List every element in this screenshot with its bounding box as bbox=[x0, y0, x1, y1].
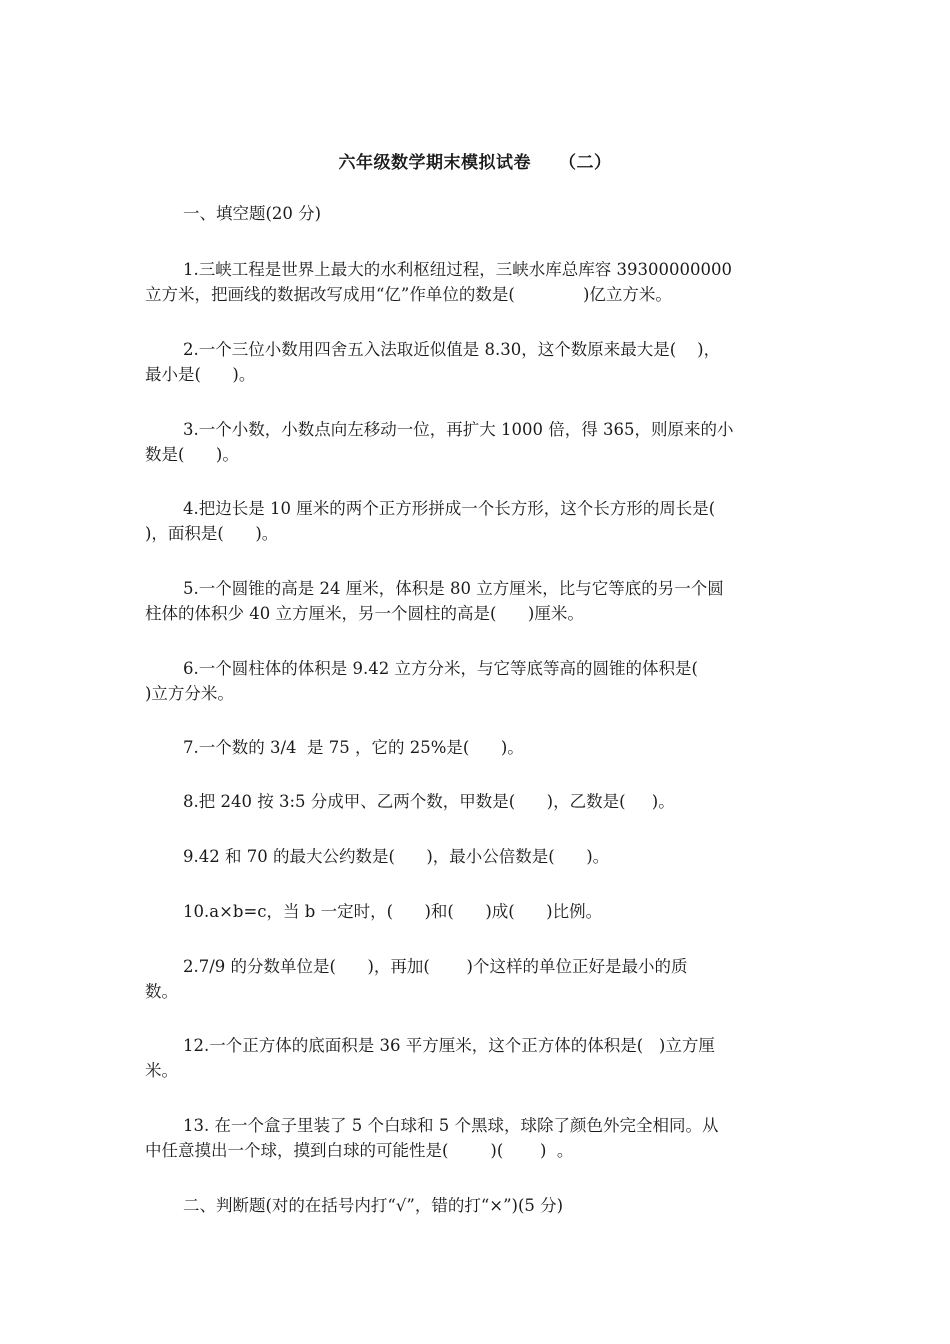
question-6-line-2: )立方分米。 bbox=[145, 684, 234, 703]
title-suffix: （二） bbox=[559, 153, 612, 173]
question-8: 8.把 240 按 3:5 分成甲、乙两个数，甲数是( )，乙数是( )。 bbox=[183, 792, 675, 811]
question-2-line-1: 2.一个三位小数用四舍五入法取近似值是 8.30，这个数原来最大是( )， bbox=[183, 340, 721, 359]
question-7: 7.一个数的 3/4 是 75 ，它的 25%是( )。 bbox=[183, 738, 524, 757]
question-5-line-2: 柱体的体积少 40 立方厘米，另一个圆柱的高是( )厘米。 bbox=[145, 604, 584, 623]
question-3-line-1: 3.一个小数，小数点向左移动一位，再扩大 1000 倍，得 365，则原来的小 bbox=[183, 420, 734, 439]
question-13-line-1: 13. 在一个盒子里装了 5 个白球和 5 个黑球，球除了颜色外完全相同。从 bbox=[183, 1116, 719, 1135]
question-11-line-2: 数。 bbox=[145, 982, 178, 1001]
question-2-line-2: 最小是( )。 bbox=[145, 365, 256, 384]
title-text: 六年级数学期末模拟试卷 bbox=[338, 153, 531, 173]
question-12-line-1: 12.一个正方体的底面积是 36 平方厘米，这个正方体的体积是( )立方厘 bbox=[183, 1036, 715, 1055]
question-6-line-1: 6.一个圆柱体的体积是 9.42 立方分米，与它等底等高的圆锥的体积是( bbox=[183, 659, 698, 678]
page-title bbox=[0, 148, 950, 173]
question-12-line-2: 米。 bbox=[145, 1061, 178, 1080]
question-11-line-1: 2.7/9 的分数单位是( )，再加( )个这样的单位正好是最小的质 bbox=[183, 957, 688, 976]
question-13-line-2: 中任意摸出一个球，摸到白球的可能性是( )( ) 。 bbox=[145, 1141, 574, 1160]
question-9: 9.42 和 70 的最大公约数是( )，最小公倍数是( )。 bbox=[183, 847, 610, 866]
question-3-line-2: 数是( )。 bbox=[145, 445, 239, 464]
question-4-line-2: )，面积是( )。 bbox=[145, 524, 279, 543]
question-1-line-1: 1.三峡工程是世界上最大的水利枢纽过程，三峡水库总库容 39300000000 bbox=[183, 260, 732, 279]
section-heading-true-false: 二、判断题(对的在括号内打“√”，错的打“×”)(5 分) bbox=[183, 1196, 564, 1215]
question-4-line-1: 4.把边长是 10 厘米的两个正方形拼成一个长方形，这个长方形的周长是( bbox=[183, 499, 716, 518]
question-1-line-2: 立方米，把画线的数据改写成用“亿”作单位的数是( )亿立方米。 bbox=[145, 285, 672, 304]
section-heading-fill-blank: 一、填空题(20 分) bbox=[183, 204, 322, 223]
question-5-line-1: 5.一个圆锥的高是 24 厘米，体积是 80 立方厘米，比与它等底的另一个圆 bbox=[183, 579, 724, 598]
question-10: 10.a×b=c，当 b 一定时，( )和( )成( )比例。 bbox=[183, 902, 603, 921]
